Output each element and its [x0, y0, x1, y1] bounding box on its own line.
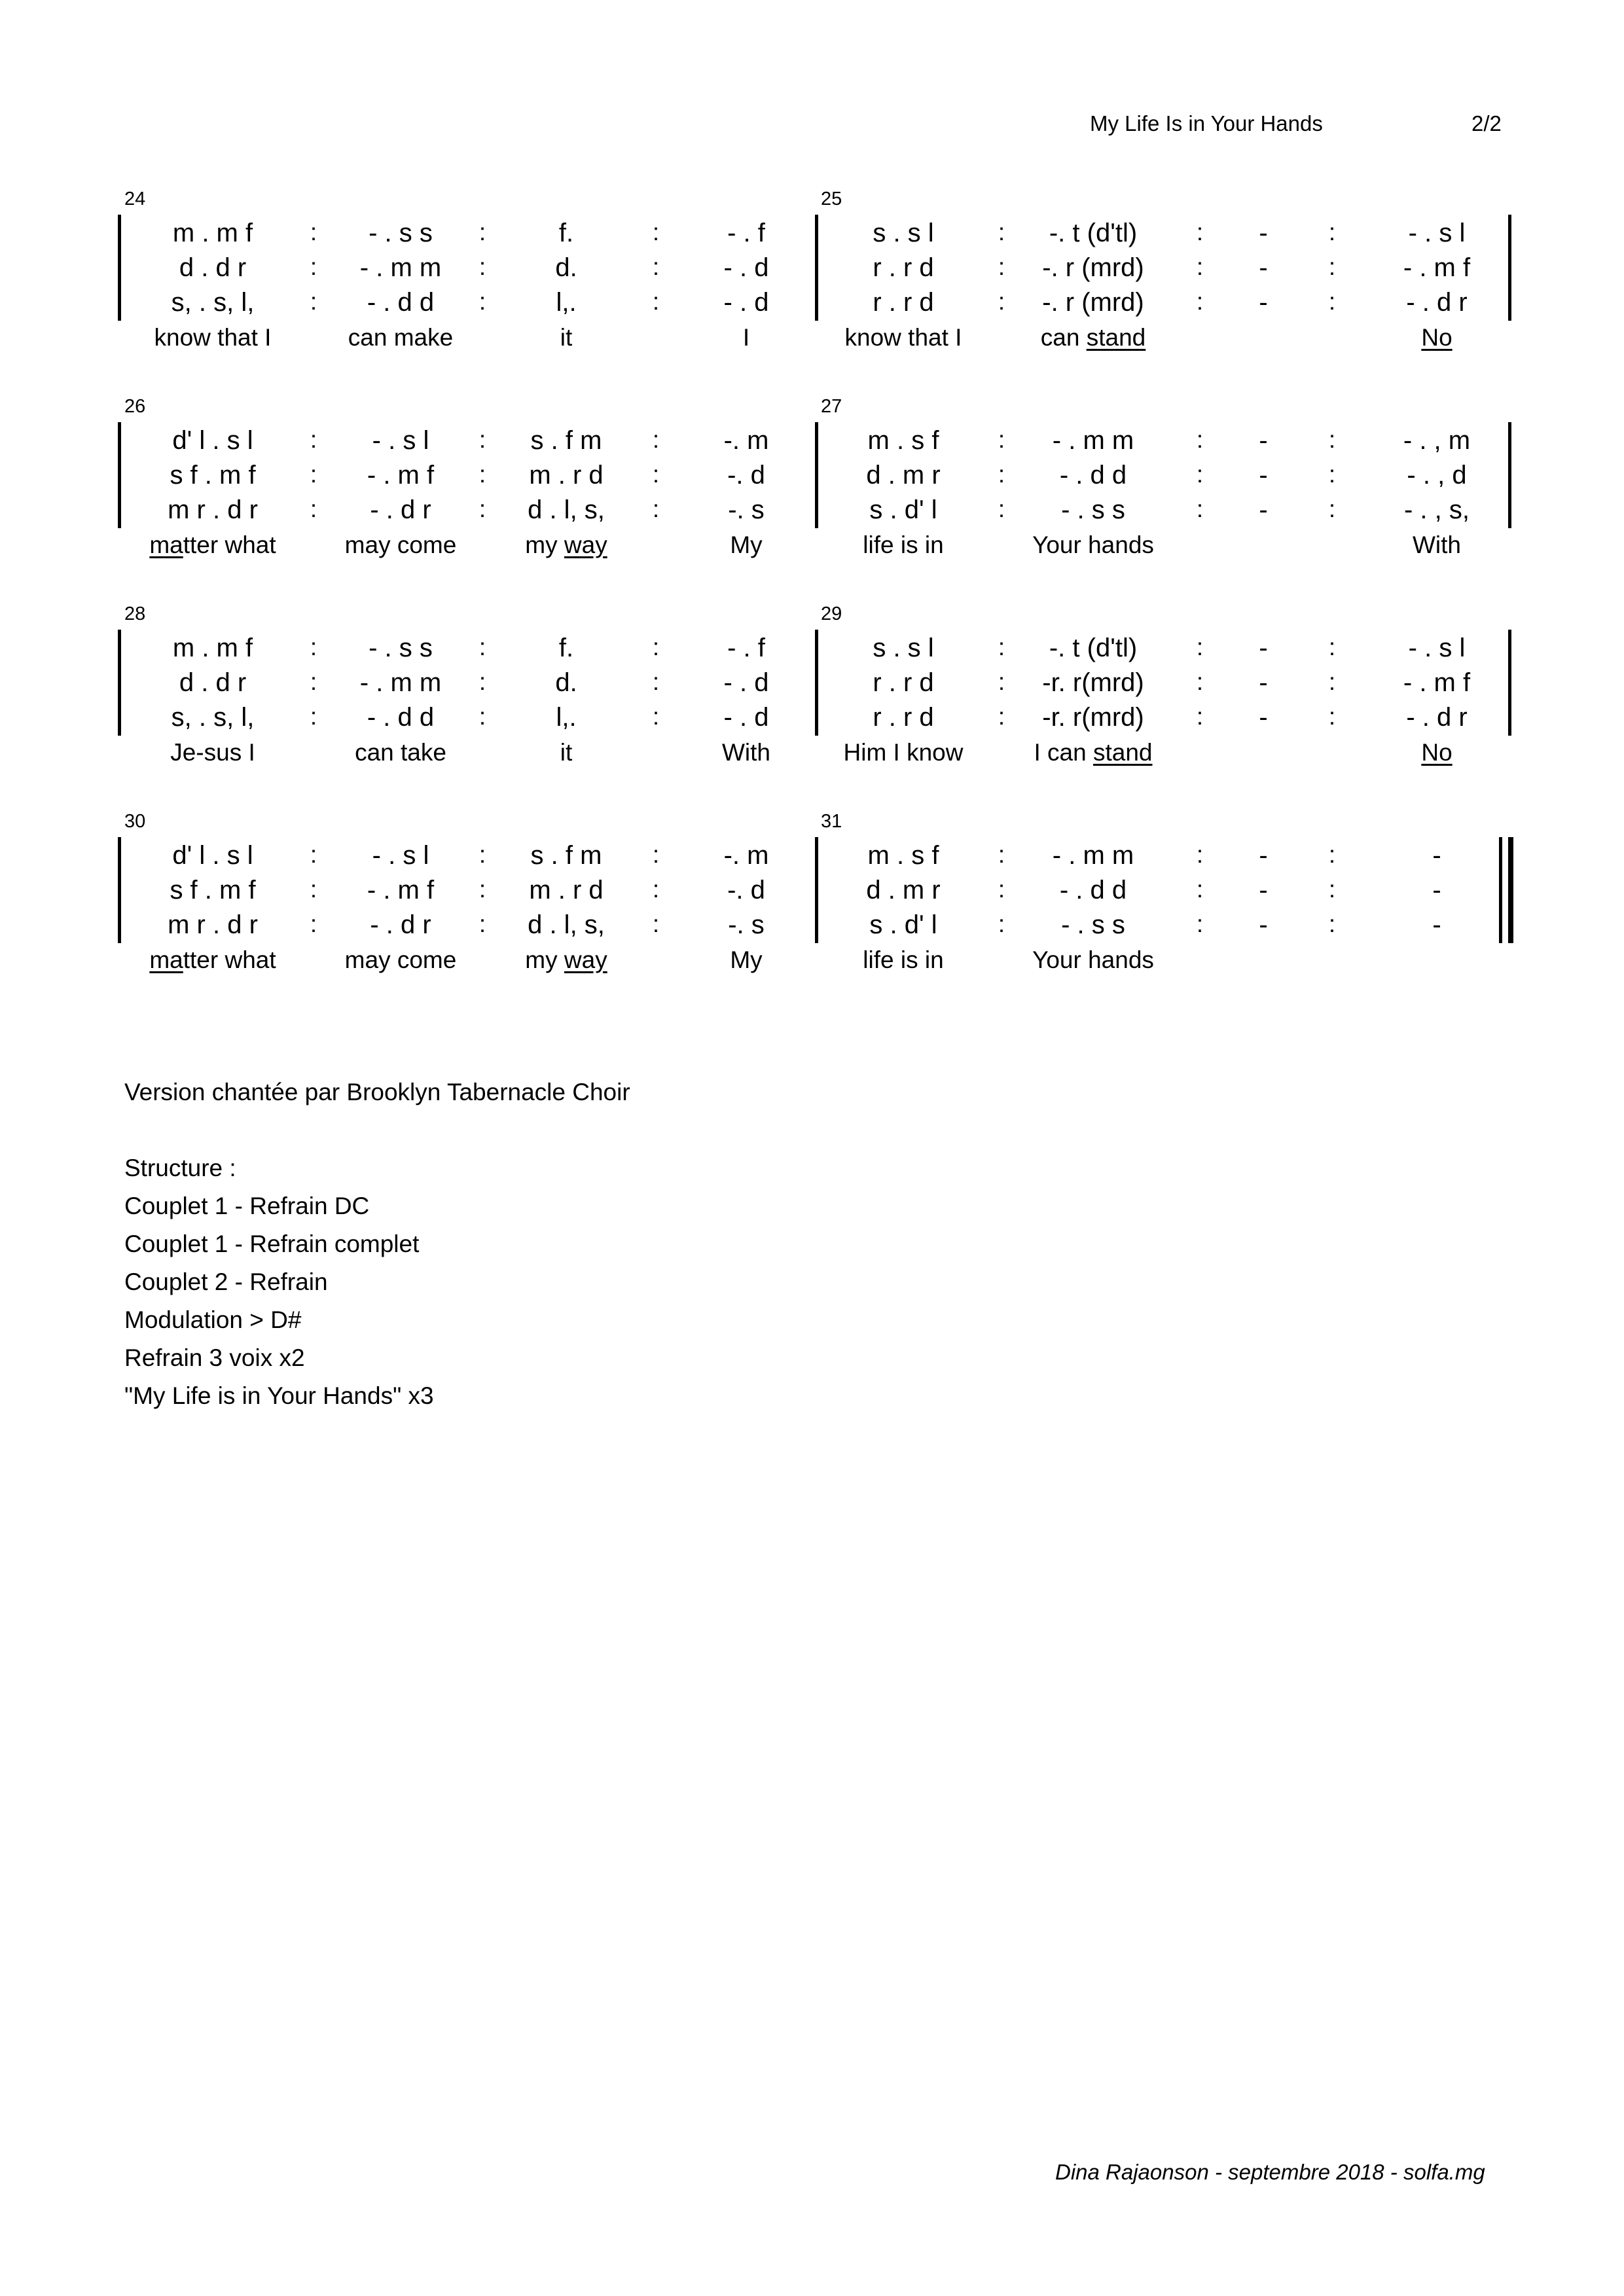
- beat-separator: :: [998, 461, 1005, 488]
- solfa-note: -. s: [728, 910, 765, 939]
- beat-separator: :: [1328, 668, 1336, 695]
- beat-separator: :: [310, 219, 317, 245]
- beat-separator: :: [1196, 876, 1204, 903]
- solfa-note: d.: [555, 668, 577, 697]
- beat-separator: :: [1328, 634, 1336, 660]
- solfa-note: - . m f: [367, 876, 435, 905]
- final-barline-thick: [1508, 837, 1513, 943]
- solfa-note: s f . m f: [170, 461, 256, 490]
- solfa-note: -: [1259, 253, 1268, 282]
- solfa-note: - . d d: [367, 288, 435, 317]
- beat-separator: :: [1196, 841, 1204, 868]
- solfa-note: -: [1259, 219, 1268, 247]
- barline: [815, 630, 818, 736]
- solfa-note: -. r (mrd): [1042, 288, 1144, 317]
- beat-separator: :: [1328, 495, 1336, 522]
- lyric-text: it: [560, 739, 573, 766]
- beat-separator: :: [310, 703, 317, 730]
- solfa-note: - . d r: [1406, 288, 1468, 317]
- beat-separator: :: [1196, 910, 1204, 937]
- solfa-note: r . r d: [873, 253, 934, 282]
- beat-separator: :: [1196, 668, 1204, 695]
- beat-separator: :: [998, 910, 1005, 937]
- solfa-note: -: [1259, 461, 1268, 490]
- lyric-text: know that I: [154, 324, 272, 351]
- solfa-note: f.: [558, 634, 574, 662]
- beat-separator: :: [1328, 703, 1336, 730]
- final-barline-thin: [1499, 837, 1502, 943]
- solfa-note: d' l . s l: [172, 841, 253, 870]
- lyric-text: Your hands: [1032, 531, 1154, 558]
- beat-separator: :: [310, 668, 317, 695]
- solfa-note: r . r d: [873, 668, 934, 697]
- beat-separator: :: [478, 703, 486, 730]
- note-line: Couplet 2 - Refrain: [124, 1268, 328, 1295]
- solfa-note: s . f m: [530, 841, 602, 870]
- beat-separator: :: [652, 426, 660, 453]
- beat-separator: :: [1328, 910, 1336, 937]
- solfa-note: d . m r: [866, 461, 941, 490]
- solfa-note: - . d: [723, 703, 769, 732]
- solfa-note: m . m f: [172, 219, 253, 247]
- solfa-note: - . s l: [1408, 219, 1466, 247]
- solfa-note: d . m r: [866, 876, 941, 905]
- beat-separator: :: [652, 841, 660, 868]
- solfa-note: -: [1259, 703, 1268, 732]
- solfa-note: -. t (d'tl): [1049, 219, 1138, 247]
- lyric-text: life is in: [863, 946, 944, 973]
- barline: [1508, 215, 1511, 321]
- solfa-note: d' l . s l: [172, 426, 253, 455]
- beat-separator: :: [1196, 634, 1204, 660]
- note-line: [124, 1111, 630, 1149]
- solfa-note: - . m f: [367, 461, 435, 490]
- beat-separator: :: [998, 668, 1005, 695]
- beat-separator: :: [478, 253, 486, 280]
- beat-separator: :: [652, 910, 660, 937]
- solfa-note: -: [1259, 426, 1268, 455]
- lyric-text: My: [730, 946, 763, 973]
- solfa-note: s f . m f: [170, 876, 256, 905]
- solfa-note: l,.: [556, 703, 577, 732]
- beat-separator: :: [1328, 841, 1336, 868]
- solfa-note: - . f: [727, 219, 765, 247]
- solfa-note: -. d: [727, 461, 765, 490]
- solfa-note: - . f: [727, 634, 765, 662]
- barline: [815, 837, 818, 943]
- beat-separator: :: [478, 841, 486, 868]
- lyric-text: With: [722, 739, 770, 766]
- measure-number: 31: [821, 811, 842, 832]
- barline: [118, 837, 121, 943]
- solfa-note: m . s f: [867, 841, 939, 870]
- header-title: My Life Is in Your Hands: [1090, 111, 1323, 135]
- beat-separator: :: [310, 876, 317, 903]
- beat-separator: :: [478, 668, 486, 695]
- lyric-text: I can stand: [1034, 739, 1153, 766]
- beat-separator: :: [652, 876, 660, 903]
- beat-separator: :: [478, 634, 486, 660]
- barline: [815, 422, 818, 528]
- solfa-note: -. m: [723, 426, 769, 455]
- solfa-note: s . s l: [873, 634, 934, 662]
- measure-number: 30: [124, 811, 146, 832]
- beat-separator: :: [1328, 461, 1336, 488]
- note-line: Couplet 1 - Refrain complet: [124, 1230, 420, 1257]
- beat-separator: :: [998, 634, 1005, 660]
- solfa-note: - . , m: [1403, 426, 1471, 455]
- solfa-note: s . f m: [530, 426, 602, 455]
- solfa-note: - . d d: [367, 703, 435, 732]
- lyric-text: know that I: [844, 324, 962, 351]
- beat-separator: :: [310, 910, 317, 937]
- measure-number: 27: [821, 396, 842, 417]
- beat-separator: :: [998, 841, 1005, 868]
- solfa-note: - . s s: [369, 634, 433, 662]
- solfa-note: -. d: [727, 876, 765, 905]
- lyric-text: I: [742, 324, 750, 351]
- solfa-note: -: [1432, 876, 1441, 905]
- beat-separator: :: [652, 219, 660, 245]
- beat-separator: :: [310, 253, 317, 280]
- beat-separator: :: [652, 288, 660, 315]
- beat-separator: :: [478, 876, 486, 903]
- beat-separator: :: [652, 668, 660, 695]
- note-line: Modulation > D#: [124, 1306, 302, 1333]
- beat-separator: :: [310, 841, 317, 868]
- barline: [118, 215, 121, 321]
- beat-separator: :: [478, 288, 486, 315]
- note-line: Version chantée par Brooklyn Tabernacle Choir: [124, 1079, 630, 1105]
- beat-separator: :: [652, 461, 660, 488]
- solfa-note: - . m m: [359, 668, 442, 697]
- solfa-note: m . r d: [529, 876, 604, 905]
- beat-separator: :: [998, 426, 1005, 453]
- beat-separator: :: [1328, 219, 1336, 245]
- lyric-text: life is in: [863, 531, 944, 558]
- solfa-note: - . m m: [359, 253, 442, 282]
- beat-separator: :: [998, 876, 1005, 903]
- beat-separator: :: [310, 461, 317, 488]
- lyric-text: No: [1421, 739, 1453, 766]
- solfa-note: -. m: [723, 841, 769, 870]
- beat-separator: :: [652, 253, 660, 280]
- solfa-note: - . m m: [1052, 426, 1134, 455]
- lyric-text: Him I know: [843, 739, 964, 766]
- solfa-note: r . r d: [873, 288, 934, 317]
- beat-separator: :: [1328, 426, 1336, 453]
- beat-separator: :: [1328, 288, 1336, 315]
- beat-separator: :: [478, 219, 486, 245]
- beat-separator: :: [652, 634, 660, 660]
- barline: [815, 215, 818, 321]
- barline: [1508, 630, 1511, 736]
- lyric-text: can stand: [1040, 324, 1146, 351]
- solfa-note: - . s s: [369, 219, 433, 247]
- beat-separator: :: [1196, 703, 1204, 730]
- solfa-note: - . , d: [1407, 461, 1467, 490]
- solfa-note: - . d r: [370, 910, 431, 939]
- beat-separator: :: [652, 703, 660, 730]
- beat-separator: :: [998, 703, 1005, 730]
- solfa-note: - . d r: [1406, 703, 1468, 732]
- solfa-note: - . s l: [372, 841, 429, 870]
- beat-separator: :: [998, 253, 1005, 280]
- beat-separator: :: [652, 495, 660, 522]
- lyric-text: my way: [525, 946, 607, 973]
- beat-separator: :: [1328, 876, 1336, 903]
- beat-separator: :: [1196, 495, 1204, 522]
- lyric-text: my way: [525, 531, 607, 558]
- solfa-note: d . d r: [179, 668, 247, 697]
- solfa-note: - . m f: [1403, 253, 1471, 282]
- note-line: Refrain 3 voix x2: [124, 1344, 305, 1371]
- solfa-note: s . d' l: [869, 495, 937, 524]
- solfa-note: - . d d: [1059, 461, 1127, 490]
- note-line: "My Life is in Your Hands" x3: [124, 1382, 434, 1409]
- note-line: Structure :: [124, 1155, 236, 1181]
- beat-separator: :: [478, 461, 486, 488]
- solfa-note: -: [1259, 841, 1268, 870]
- solfa-note: -: [1259, 876, 1268, 905]
- solfa-note: - . s s: [1061, 910, 1125, 939]
- solfa-note: - . m f: [1403, 668, 1471, 697]
- solfa-note: m . m f: [172, 634, 253, 662]
- solfa-note: - . d: [723, 253, 769, 282]
- page-number: 2/2: [1471, 111, 1502, 135]
- solfa-note: l,.: [556, 288, 577, 317]
- solfa-note: - . s l: [372, 426, 429, 455]
- lyric-text: may come: [344, 946, 457, 973]
- note-line: Couplet 1 - Refrain DC: [124, 1193, 370, 1219]
- solfa-note: - . m m: [1052, 841, 1134, 870]
- beat-separator: :: [478, 495, 486, 522]
- solfa-note: -: [1432, 841, 1441, 870]
- beat-separator: :: [478, 426, 486, 453]
- beat-separator: :: [310, 288, 317, 315]
- measure-number: 28: [124, 603, 146, 624]
- lyric-text: matter what: [149, 531, 276, 558]
- beat-separator: :: [1196, 253, 1204, 280]
- beat-separator: :: [1196, 288, 1204, 315]
- lyric-text: it: [560, 324, 573, 351]
- lyric-text: My: [730, 531, 763, 558]
- lyric-text: can make: [348, 324, 454, 351]
- solfa-note: -. t (d'tl): [1049, 634, 1138, 662]
- solfa-note: d . l, s,: [528, 495, 605, 524]
- beat-separator: :: [998, 495, 1005, 522]
- solfa-note: - . s s: [1061, 495, 1125, 524]
- beat-separator: :: [310, 426, 317, 453]
- solfa-note: -: [1259, 288, 1268, 317]
- beat-separator: :: [310, 634, 317, 660]
- solfa-note: d.: [555, 253, 577, 282]
- solfa-note: -: [1259, 495, 1268, 524]
- footer-credit: Dina Rajaonson - septembre 2018 - solfa.mg: [1055, 2160, 1485, 2184]
- measure-number: 26: [124, 396, 146, 417]
- solfa-note: m r . d r: [168, 910, 258, 939]
- lyric-text: matter what: [149, 946, 276, 973]
- solfa-note: f.: [558, 219, 574, 247]
- measure-number: 24: [124, 188, 146, 209]
- solfa-note: -: [1259, 634, 1268, 662]
- barline: [118, 630, 121, 736]
- solfa-note: - . s l: [1408, 634, 1466, 662]
- beat-separator: :: [1196, 461, 1204, 488]
- solfa-note: m r . d r: [168, 495, 258, 524]
- solfa-note: s . s l: [873, 219, 934, 247]
- beat-separator: :: [1196, 426, 1204, 453]
- solfa-note: -: [1259, 668, 1268, 697]
- measure-number: 29: [821, 603, 842, 624]
- solfa-note: - . , s,: [1404, 495, 1470, 524]
- barline: [118, 422, 121, 528]
- beat-separator: :: [1328, 253, 1336, 280]
- lyric-text: No: [1421, 324, 1453, 351]
- lyric-text: may come: [344, 531, 457, 558]
- lyric-text: Je-sus I: [170, 739, 255, 766]
- solfa-note: m . r d: [529, 461, 604, 490]
- solfa-note: - . d: [723, 288, 769, 317]
- solfa-note: -: [1259, 910, 1268, 939]
- beat-separator: :: [310, 495, 317, 522]
- lyric-text: can take: [355, 739, 446, 766]
- solfa-note: -. s: [728, 495, 765, 524]
- solfa-note: -. r (mrd): [1042, 253, 1144, 282]
- solfa-note: - . d: [723, 668, 769, 697]
- beat-separator: :: [478, 910, 486, 937]
- solfa-note: d . l, s,: [528, 910, 605, 939]
- measure-number: 25: [821, 188, 842, 209]
- solfa-note: m . s f: [867, 426, 939, 455]
- solfa-note: -r. r(mrd): [1042, 668, 1144, 697]
- lyric-text: Your hands: [1032, 946, 1154, 973]
- beat-separator: :: [1196, 219, 1204, 245]
- solfa-note: r . r d: [873, 703, 934, 732]
- solfa-note: -: [1432, 910, 1441, 939]
- beat-separator: :: [998, 288, 1005, 315]
- lyric-text: With: [1413, 531, 1461, 558]
- solfa-note: -r. r(mrd): [1042, 703, 1144, 732]
- barline: [1508, 422, 1511, 528]
- solfa-note: d . d r: [179, 253, 247, 282]
- performance-notes: [124, 1073, 630, 1415]
- solfa-note: - . d d: [1059, 876, 1127, 905]
- solfa-note: s, . s, l,: [171, 703, 255, 732]
- beat-separator: :: [998, 219, 1005, 245]
- solfa-note: - . d r: [370, 495, 431, 524]
- solfa-note: s . d' l: [869, 910, 937, 939]
- solfa-note: s, . s, l,: [171, 288, 255, 317]
